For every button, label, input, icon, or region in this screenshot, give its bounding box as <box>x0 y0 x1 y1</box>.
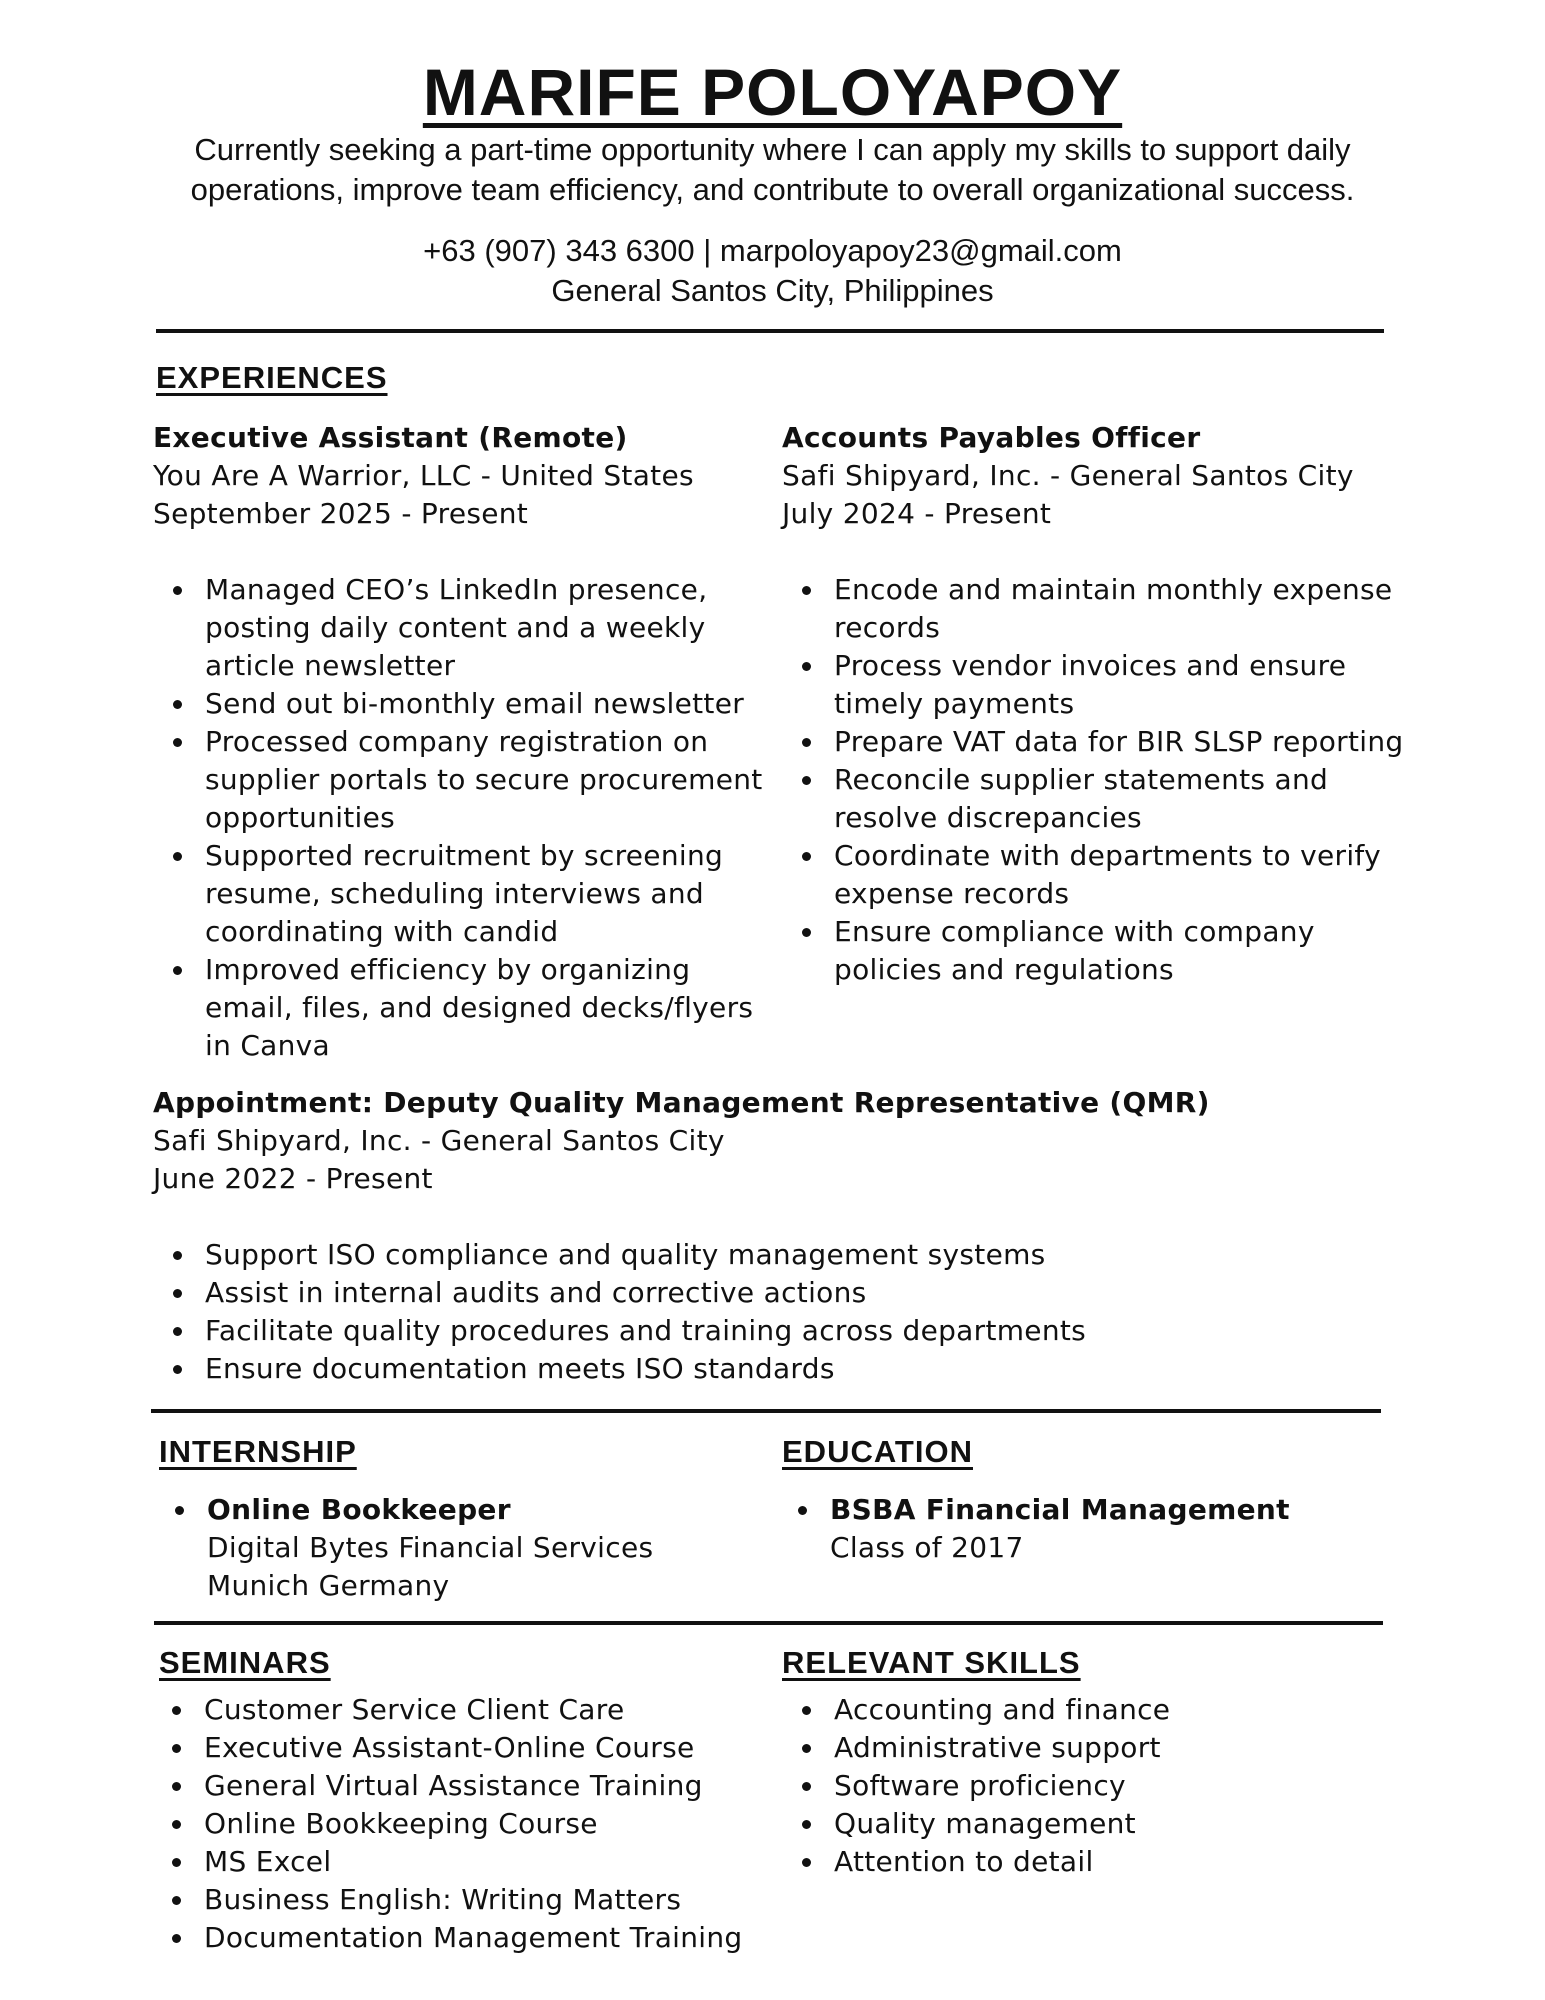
internship-company: Digital Bytes Financial Services <box>207 1531 654 1564</box>
divider-bottom <box>154 1621 1383 1625</box>
seminars-heading: SEMINARS <box>159 1645 331 1680</box>
job-bullets <box>153 1236 1403 1388</box>
list-item: Customer Service Client Care <box>152 1691 772 1729</box>
education-section <box>778 1491 1398 1567</box>
skills-section <box>782 1691 1402 1881</box>
location-line: General Santos City, Philippines <box>551 273 994 308</box>
skills-heading: RELEVANT SKILLS <box>782 1645 1081 1680</box>
seminars-section <box>152 1691 772 1957</box>
divider-middle <box>151 1409 1381 1413</box>
list-item: MS Excel <box>152 1843 772 1881</box>
list-item: Software proficiency <box>782 1767 1402 1805</box>
list-item: Managed CEO’s LinkedIn presence, posting daily content and a weekly article newsletter <box>153 571 773 685</box>
internship-role: Online Bookkeeper <box>207 1493 511 1526</box>
list-item: Send out bi-monthly email newsletter <box>153 685 773 723</box>
summary-text: Currently seeking a part-time opportunity where I can apply my skills to support daily operations, improve team efficiency, and contribute to overall organizational success. <box>190 132 1355 207</box>
job-bullets <box>153 571 773 1065</box>
internship-section <box>155 1491 755 1605</box>
education-list <box>778 1491 1398 1567</box>
list-item <box>155 1491 755 1605</box>
job-company: You Are A Warrior, LLC - United States <box>153 459 694 492</box>
job-bullets <box>782 571 1412 989</box>
job-accounts-payables <box>782 419 1412 989</box>
job-title: Accounts Payables Officer <box>782 421 1201 454</box>
list-item: Coordinate with departments to verify expense records <box>782 837 1412 913</box>
divider-top <box>156 329 1384 333</box>
list-item: Ensure documentation meets ISO standards <box>153 1350 1403 1388</box>
list-item: Ensure compliance with company policies and regulations <box>782 913 1412 989</box>
job-dates: July 2024 - Present <box>782 497 1052 530</box>
job-title: Appointment: Deputy Quality Management Representative (QMR) <box>153 1086 1210 1119</box>
list-item: Supported recruitment by screening resume, scheduling interviews and coordinating with candid <box>153 837 773 951</box>
list-item: Improved efficiency by organizing email, files, and designed decks/flyers in Canva <box>153 951 773 1065</box>
list-item: Quality management <box>782 1805 1402 1843</box>
list-item: Prepare VAT data for BIR SLSP reporting <box>782 723 1412 761</box>
list-item: Support ISO compliance and quality management systems <box>153 1236 1403 1274</box>
list-item: Business English: Writing Matters <box>152 1881 772 1919</box>
experiences-heading: EXPERIENCES <box>156 360 388 395</box>
list-item: Executive Assistant-Online Course <box>152 1729 772 1767</box>
list-item: Online Bookkeeping Course <box>152 1805 772 1843</box>
list-item: Assist in internal audits and corrective actions <box>153 1274 1403 1312</box>
seminars-list <box>152 1691 772 1957</box>
job-executive-assistant <box>153 419 773 1065</box>
list-item: Attention to detail <box>782 1843 1402 1881</box>
list-item: Reconcile supplier statements and resolve discrepancies <box>782 761 1412 837</box>
list-item: Administrative support <box>782 1729 1402 1767</box>
education-year: Class of 2017 <box>830 1531 1024 1564</box>
job-company: Safi Shipyard, Inc. - General Santos City <box>782 459 1354 492</box>
list-item: Documentation Management Training <box>152 1919 772 1957</box>
resume-name: MARIFE POLOYAPOY <box>422 55 1123 129</box>
contact-line: +63 (907) 343 6300 | marpoloyapoy23@gmail.com <box>423 233 1122 268</box>
contact-block <box>0 231 1545 311</box>
list-item: Facilitate quality procedures and training across departments <box>153 1312 1403 1350</box>
job-dates: June 2022 - Present <box>153 1162 433 1195</box>
list-item: Accounting and finance <box>782 1691 1402 1729</box>
list-item: Process vendor invoices and ensure timely payments <box>782 647 1412 723</box>
internship-location: Munich Germany <box>207 1569 450 1602</box>
list-item <box>778 1491 1398 1567</box>
education-heading: EDUCATION <box>782 1434 973 1469</box>
education-degree: BSBA Financial Management <box>830 1493 1290 1526</box>
job-company: Safi Shipyard, Inc. - General Santos City <box>153 1124 725 1157</box>
internship-list <box>155 1491 755 1605</box>
job-dates: September 2025 - Present <box>153 497 529 530</box>
internship-heading: INTERNSHIP <box>159 1434 357 1469</box>
list-item: Processed company registration on supplier portals to secure procurement opportunities <box>153 723 773 837</box>
skills-list <box>782 1691 1402 1881</box>
list-item: General Virtual Assistance Training <box>152 1767 772 1805</box>
job-title: Executive Assistant (Remote) <box>153 421 628 454</box>
job-deputy-qmr <box>153 1084 1403 1388</box>
list-item: Encode and maintain monthly expense records <box>782 571 1412 647</box>
